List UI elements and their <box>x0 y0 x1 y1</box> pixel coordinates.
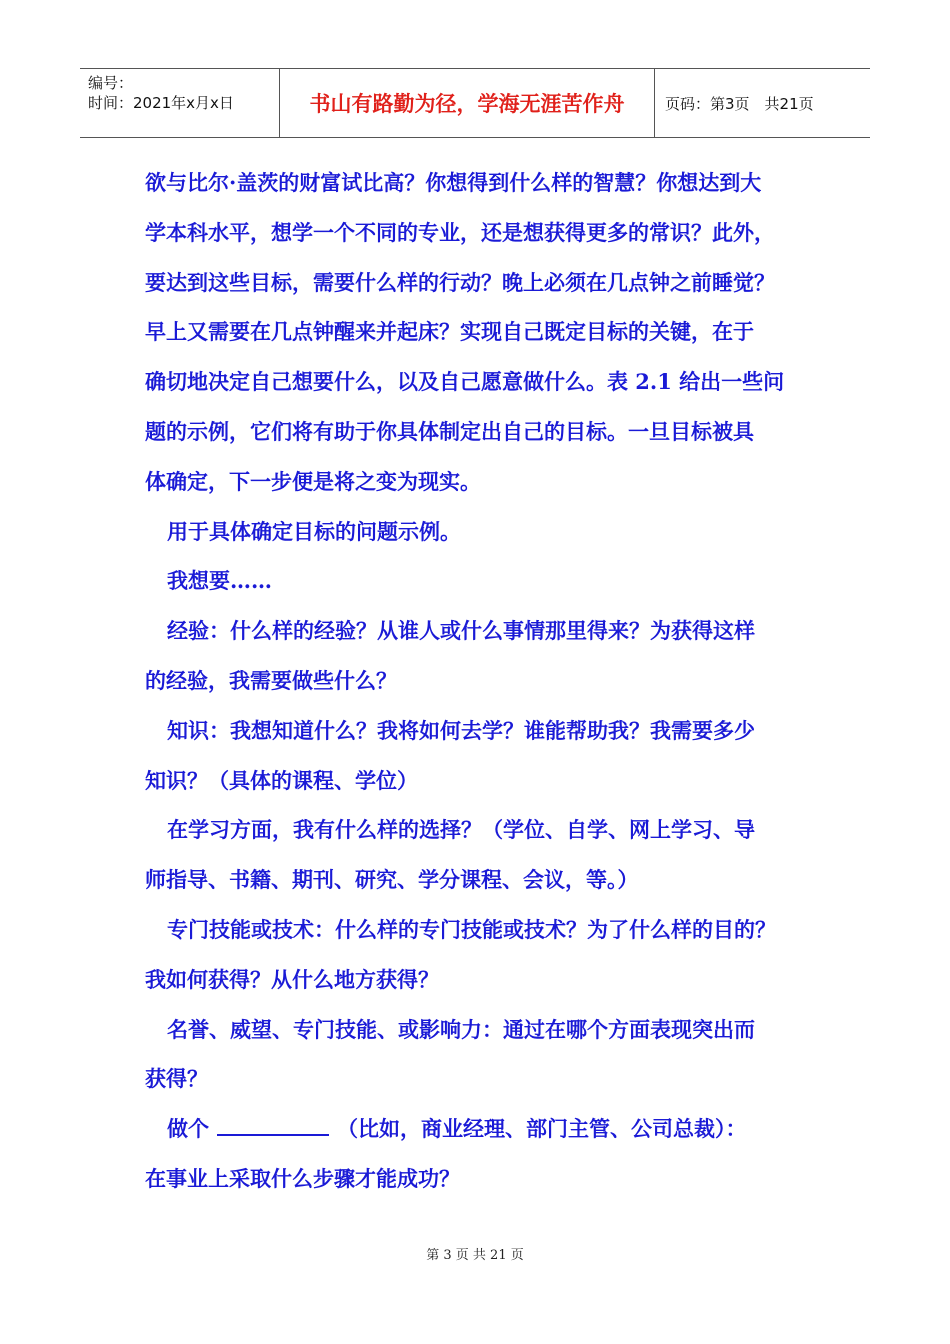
text-line: 我如何获得？从什么地方获得？ <box>145 966 439 992</box>
text-line: 的经验，我需要做些什么？ <box>145 667 397 693</box>
fill-in-blank <box>217 1112 329 1136</box>
learning-options-line: 在学习方面，我有什么样的选择？（学位、自学、网上学习、导 <box>167 817 755 843</box>
text-line: 学本科水平，想学一个不同的专业，还是想获得更多的常识？此外， <box>145 219 775 245</box>
code-label: 编号： <box>88 74 134 92</box>
header-page-info: 页码：第3页 共21页 <box>665 94 814 113</box>
text-line: 师指导、书籍、期刊、研究、学分课程、会议，等。） <box>145 867 639 893</box>
text-line: 欲与比尔·盖茨的财富试比高？你想得到什么样的智慧？你想达到大 <box>145 170 762 195</box>
skills-line: 专门技能或技术：什么样的专门技能或技术？为了什么样的目的？ <box>167 916 776 942</box>
header-meta <box>80 69 280 137</box>
page-footer: 第 3 页 共 21 页 <box>426 1248 524 1263</box>
document-body <box>145 158 815 1204</box>
text-line: 知识？（具体的课程、学位） <box>145 767 418 793</box>
career-prefix: 做个 <box>167 1116 209 1142</box>
text-line: 早上又需要在几点钟醒来并起床？实现自己既定目标的关键，在于 <box>145 319 754 345</box>
career-suffix: （比如，商业经理、部门主管、公司总裁）： <box>337 1116 747 1142</box>
career-line <box>145 1104 815 1154</box>
reputation-line: 名誉、威望、专门技能、或影响力：通过在哪个方面表现突出而 <box>167 1016 755 1042</box>
text-line: 获得？ <box>145 1066 208 1092</box>
text-line: 在事业上采取什么步骤才能成功？ <box>145 1165 460 1191</box>
date-label: 时间：2021年x月x日 <box>88 94 234 112</box>
text-line: 确切地决定自己想要什么，以及自己愿意做什么。表 2.1 给出一些问 <box>145 369 785 395</box>
knowledge-line: 知识：我想知道什么？我将如何去学？谁能帮助我？我需要多少 <box>167 717 755 743</box>
i-want-line: 我想要…… <box>167 568 272 594</box>
text-line: 体确定，下一步便是将之变为现实。 <box>145 468 481 494</box>
section-intro-line: 用于具体确定目标的问题示例。 <box>167 518 461 544</box>
text-line: 要达到这些目标，需要什么样的行动？晚上必须在几点钟之前睡觉？ <box>145 269 775 295</box>
header-motto: 书山有路勤为径，学海无涯苦作舟 <box>280 69 655 137</box>
experience-line: 经验：什么样的经验？从谁人或什么事情那里得来？为获得这样 <box>167 618 755 644</box>
page-header <box>80 68 870 138</box>
text-line: 题的示例，它们将有助于你具体制定出自己的目标。一旦目标被具 <box>145 418 754 444</box>
